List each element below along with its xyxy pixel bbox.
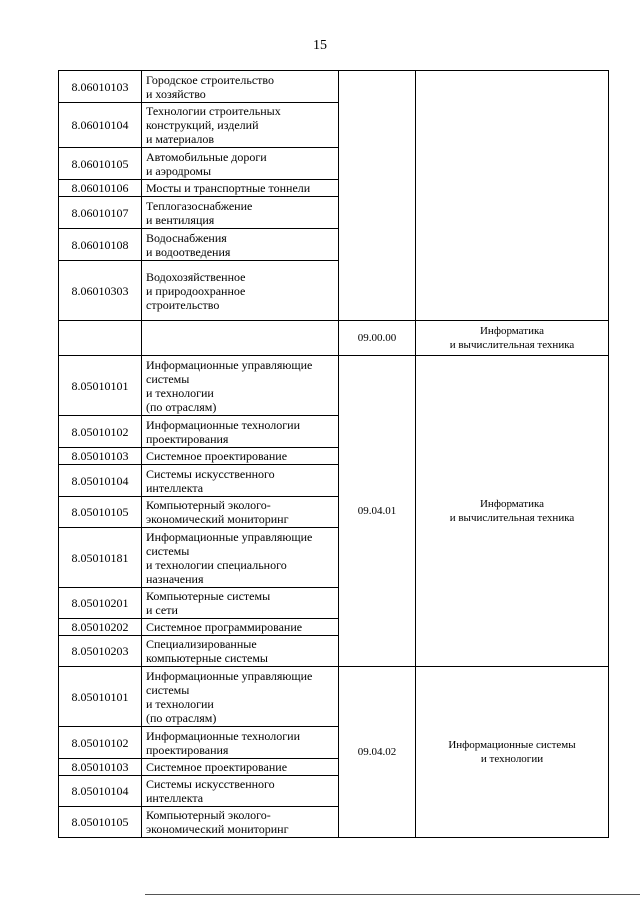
- specialty-code-cell: 8.05010101: [59, 667, 142, 727]
- specialty-code-cell: 8.05010104: [59, 465, 142, 497]
- specialty-name-cell: Системное проектирование: [142, 759, 339, 776]
- table-row: [59, 71, 609, 103]
- specialty-code-cell: 8.06010105: [59, 148, 142, 180]
- specialty-name-cell: Системы искусственного интеллекта: [142, 776, 339, 807]
- specialty-code-cell: 8.06010103: [59, 71, 142, 103]
- table-row: [59, 321, 609, 356]
- specialty-name-cell: Информационные технологии проектирования: [142, 727, 339, 759]
- specialty-code-cell: 8.05010202: [59, 619, 142, 636]
- specialty-code-cell: 8.05010105: [59, 807, 142, 838]
- direction-name-cell: Информатика и вычислительная техника: [416, 321, 609, 356]
- specialty-name-cell: Системное программирование: [142, 619, 339, 636]
- page-number: 15: [313, 38, 327, 53]
- direction-name-cell: Информационные системы и технологии: [416, 667, 609, 838]
- specialty-name-cell: Информационные технологии проектирования: [142, 416, 339, 448]
- specialty-code-cell: [59, 321, 142, 356]
- direction-code-cell: 09.04.02: [339, 667, 416, 838]
- specialty-name-cell: Водоснабжения и водоотведения: [142, 229, 339, 261]
- specialty-code-cell: 8.05010103: [59, 759, 142, 776]
- specialty-code-cell: 8.05010103: [59, 448, 142, 465]
- specialty-code-cell: 8.06010107: [59, 197, 142, 229]
- specialty-code-cell: 8.05010201: [59, 588, 142, 619]
- specialty-name-cell: Компьютерный эколого- экономический мониторинг: [142, 497, 339, 528]
- specialty-name-cell: Информационные управляющие системы и технологии (по отраслям): [142, 667, 339, 727]
- specialty-name-cell: Городское строительство и хозяйство: [142, 71, 339, 103]
- table-row: [59, 667, 609, 727]
- direction-name-cell: Информатика и вычислительная техника: [416, 356, 609, 667]
- specialty-name-cell: [142, 321, 339, 356]
- specialties-table-body: [59, 71, 609, 838]
- specialty-code-cell: 8.06010108: [59, 229, 142, 261]
- specialty-code-cell: 8.05010105: [59, 497, 142, 528]
- page-bottom-rule: [145, 894, 640, 895]
- direction-code-cell: 09.04.01: [339, 356, 416, 667]
- specialty-code-cell: 8.05010101: [59, 356, 142, 416]
- specialty-name-cell: Информационные управляющие системы и технологии (по отраслям): [142, 356, 339, 416]
- specialty-name-cell: Компьютерные системы и сети: [142, 588, 339, 619]
- direction-name-cell: [416, 71, 609, 321]
- specialty-name-cell: Автомобильные дороги и аэродромы: [142, 148, 339, 180]
- specialty-name-cell: Системное проектирование: [142, 448, 339, 465]
- specialty-code-cell: 8.05010102: [59, 727, 142, 759]
- specialty-code-cell: 8.05010102: [59, 416, 142, 448]
- specialty-code-cell: 8.06010303: [59, 261, 142, 321]
- specialty-name-cell: Технологии строительных конструкций, изделий и материалов: [142, 103, 339, 148]
- specialty-name-cell: Водохозяйственное и природоохранное строительство: [142, 261, 339, 321]
- specialty-code-cell: 8.05010104: [59, 776, 142, 807]
- specialty-name-cell: Специализированные компьютерные системы: [142, 636, 339, 667]
- specialty-name-cell: Информационные управляющие системы и технологии специального назначения: [142, 528, 339, 588]
- specialty-code-cell: 8.06010104: [59, 103, 142, 148]
- specialty-name-cell: Системы искусственного интеллекта: [142, 465, 339, 497]
- direction-code-cell: 09.00.00: [339, 321, 416, 356]
- specialty-name-cell: Компьютерный эколого- экономический мониторинг: [142, 807, 339, 838]
- specialty-code-cell: 8.05010203: [59, 636, 142, 667]
- specialty-code-cell: 8.06010106: [59, 180, 142, 197]
- specialties-table: [58, 70, 609, 838]
- table-row: [59, 356, 609, 416]
- direction-code-cell: [339, 71, 416, 321]
- specialty-name-cell: Мосты и транспортные тоннели: [142, 180, 339, 197]
- specialty-name-cell: Теплогазоснабжение и вентиляция: [142, 197, 339, 229]
- specialty-code-cell: 8.05010181: [59, 528, 142, 588]
